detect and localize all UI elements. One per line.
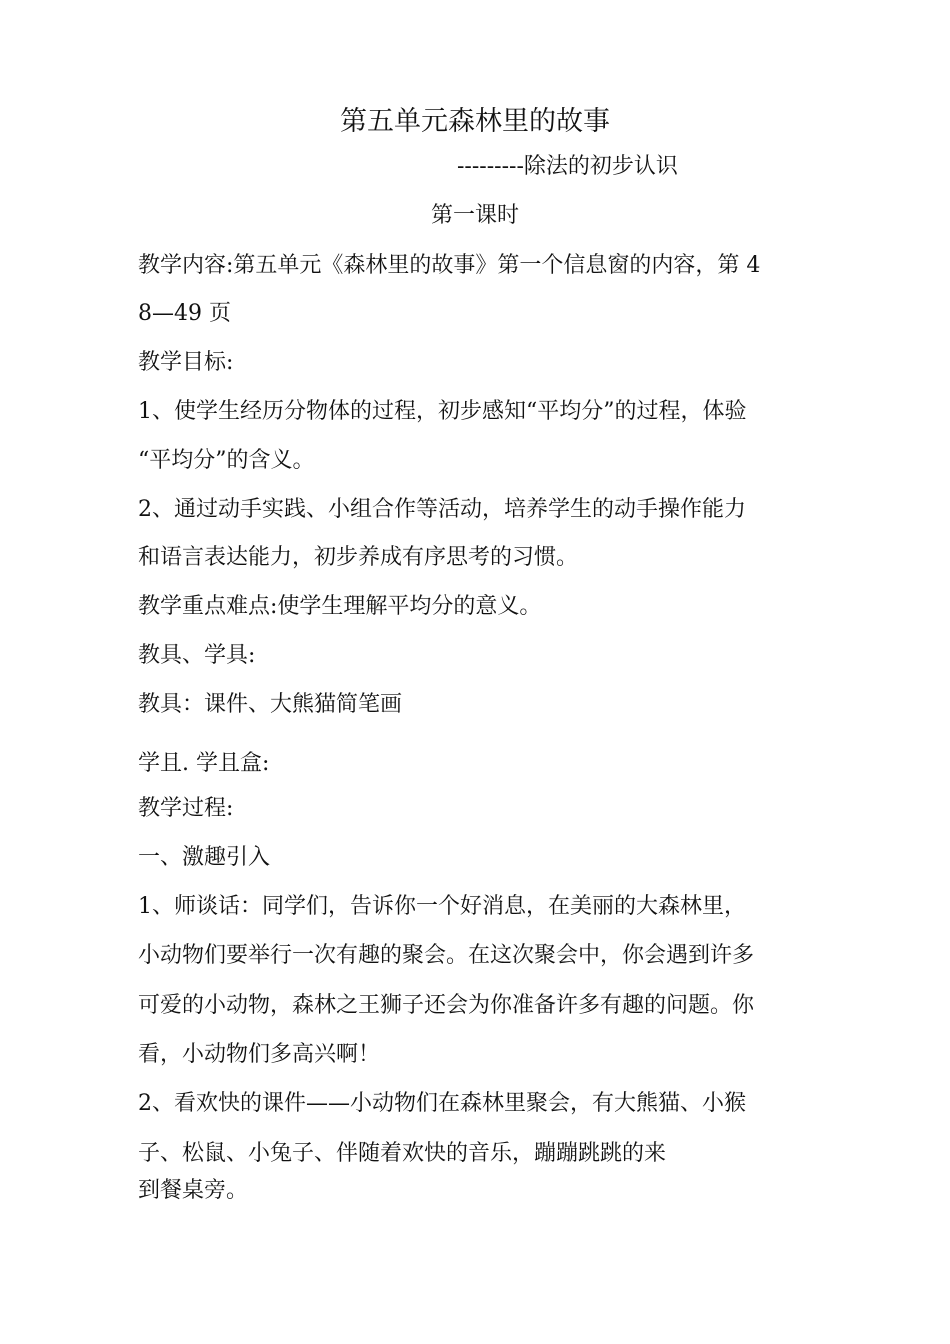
- paragraph-line: 教具：课件、大熊猫简笔画: [138, 692, 403, 717]
- paragraph-line: “平均分”的含义。: [138, 448, 315, 473]
- paragraph-line: 子、松鼠、小兔子、伴随着欢快的音乐，蹦蹦跳跳的来: [138, 1141, 667, 1166]
- paragraph-line: 可爱的小动物，森林之王狮子还会为你准备许多有趣的问题。你: [138, 993, 755, 1018]
- paragraph-line: 学且. 学且盒:: [138, 751, 270, 776]
- paragraph-line: 教学重点难点:使学生理解平均分的意义。: [138, 594, 542, 619]
- paragraph-line: 1、师谈话：同学们，告诉你一个好消息，在美丽的大森林里，: [138, 894, 746, 919]
- paragraph-line: 8—49 页: [138, 301, 231, 326]
- paragraph-line: 一、激趣引入: [138, 845, 271, 870]
- paragraph-line: 和语言表达能力，初步养成有序思考的习惯。: [138, 545, 579, 570]
- document-subtitle: ---------除法的初步认识: [457, 154, 678, 179]
- paragraph-line: 教学过程:: [138, 796, 234, 821]
- paragraph-line: 教学目标:: [138, 350, 234, 375]
- paragraph-line: 教学内容:第五单元《森林里的故事》第一个信息窗的内容，第 4: [138, 253, 761, 278]
- lesson-heading: 第一课时: [430, 203, 519, 228]
- document-title: 第五单元森林里的故事: [340, 106, 610, 137]
- paragraph-line: 小动物们要举行一次有趣的聚会。在这次聚会中，你会遇到许多: [138, 943, 755, 968]
- paragraph-line: 看，小动物们多高兴啊！: [138, 1042, 381, 1067]
- paragraph-line: 教具、学具:: [138, 643, 256, 668]
- paragraph-line: 2、看欢快的课件——小动物们在森林里聚会，有大熊猫、小猴: [138, 1091, 746, 1116]
- paragraph-line: 1、使学生经历分物体的过程，初步感知“平均分”的过程，体验: [138, 399, 747, 424]
- paragraph-line: 2、通过动手实践、小组合作等活动，培养学生的动手操作能力: [138, 497, 746, 522]
- paragraph-line: 到餐桌旁。: [138, 1178, 249, 1203]
